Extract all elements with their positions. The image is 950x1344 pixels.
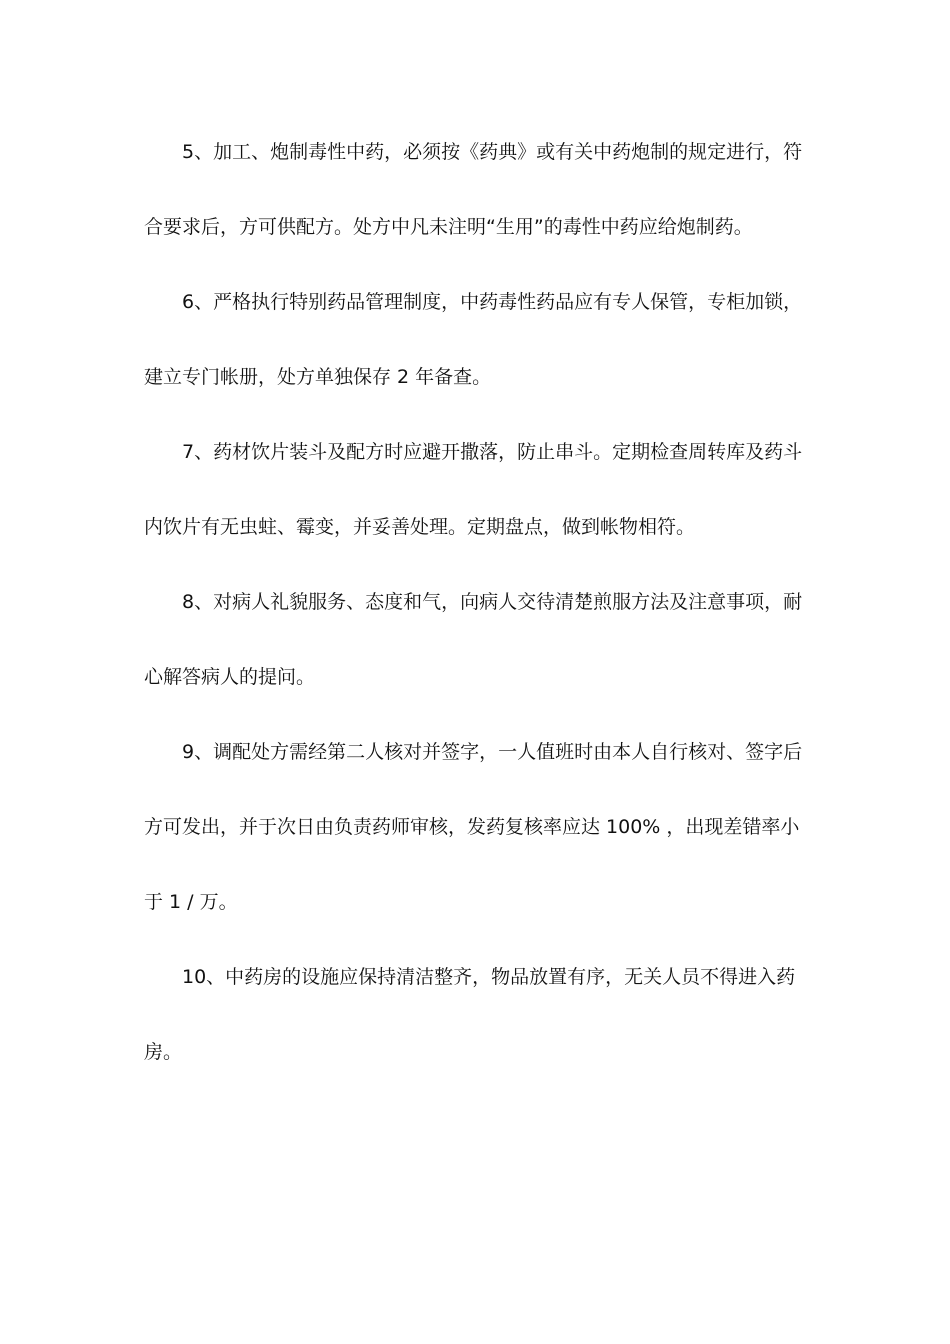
paragraph-10-line-2: 房。 bbox=[144, 1041, 183, 1063]
paragraph-8-line-1: 8、对病人礼貌服务、态度和气，向病人交待清楚煎服方法及注意事项，耐 bbox=[182, 591, 803, 613]
paragraph-8-line-2: 心解答病人的提问。 bbox=[144, 666, 316, 688]
paragraph-10-line-1: 10、中药房的设施应保持清洁整齐，物品放置有序，无关人员不得进入药 bbox=[182, 966, 796, 988]
paragraph-9-line-2: 方可发出，并于次日由负责药师审核，发药复核率应达 100% ，出现差错率小 bbox=[144, 816, 800, 838]
paragraph-5-line-2: 合要求后，方可供配方。处方中凡未注明“生用”的毒性中药应给炮制药。 bbox=[144, 216, 753, 238]
document-body bbox=[144, 130, 808, 1105]
paragraph-5-line-1: 5、加工、炮制毒性中药，必须按《药典》或有关中药炮制的规定进行，符 bbox=[182, 141, 803, 163]
paragraph-9-line-3: 于 1 / 万。 bbox=[144, 891, 238, 913]
paragraph-6-line-1: 6、严格执行特别药品管理制度，中药毒性药品应有专人保管，专柜加锁， bbox=[182, 291, 803, 313]
paragraph-7-line-2: 内饮片有无虫蛀、霉变，并妥善处理。定期盘点，做到帐物相符。 bbox=[144, 516, 696, 538]
paragraph-6-line-2: 建立专门帐册，处方单独保存 2 年备查。 bbox=[144, 366, 492, 388]
paragraph-9-line-1: 9、调配处方需经第二人核对并签字，一人值班时由本人自行核对、签字后 bbox=[182, 741, 803, 763]
paragraph-7-line-1: 7、药材饮片装斗及配方时应避开撒落，防止串斗。定期检查周转库及药斗 bbox=[182, 441, 803, 463]
